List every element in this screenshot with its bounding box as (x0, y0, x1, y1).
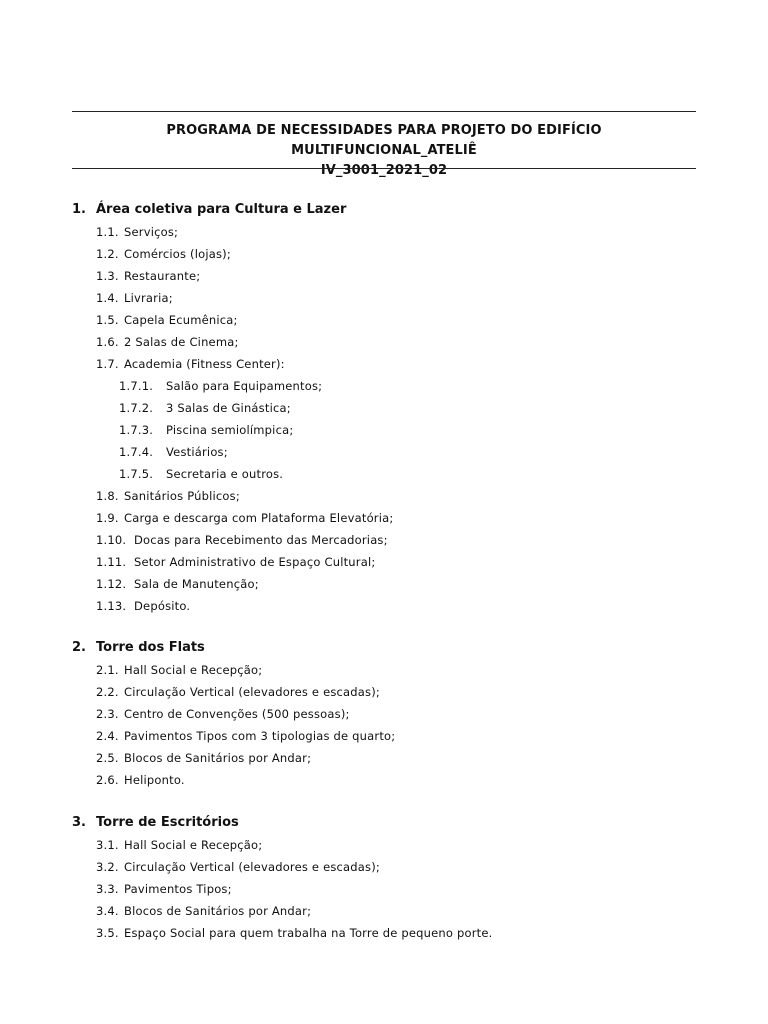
list-item (72, 703, 696, 725)
list-item (72, 309, 696, 331)
list-item (72, 353, 696, 375)
list-item (72, 659, 696, 681)
bottom-rule (72, 168, 696, 169)
list-item (72, 331, 696, 353)
item-number: 1.6. (96, 335, 119, 349)
section-heading (72, 637, 696, 659)
item-text: Capela Ecumênica; (124, 313, 238, 327)
item-number: 2.2. (96, 685, 119, 699)
list-item (72, 573, 696, 595)
list-item (72, 922, 696, 944)
item-number: 1.10. (96, 533, 127, 547)
section-torre-escritorios (72, 812, 696, 944)
list-item (72, 243, 696, 265)
item-number: 2.1. (96, 663, 119, 677)
item-number: 3.5. (96, 926, 119, 940)
list-item (72, 747, 696, 769)
section-number: 2. (72, 640, 86, 655)
document-title (72, 121, 696, 181)
item-text: Secretaria e outros. (166, 467, 284, 481)
list-item (72, 221, 696, 243)
item-number: 1.3. (96, 269, 119, 283)
item-number: 1.1. (96, 225, 119, 239)
item-text: 3 Salas de Ginástica; (166, 401, 291, 415)
item-text: Centro de Convenções (500 pessoas); (124, 707, 350, 721)
item-text: Depósito. (134, 599, 191, 613)
section-title: Torre dos Flats (96, 640, 205, 655)
item-text: Docas para Recebimento das Mercadorias; (134, 533, 388, 547)
list-item (72, 551, 696, 573)
item-number: 1.12. (96, 577, 127, 591)
list-item (72, 834, 696, 856)
item-text: Sanitários Públicos; (124, 489, 240, 503)
item-number: 1.7. (96, 357, 119, 371)
item-number: 3.4. (96, 904, 119, 918)
item-text: Hall Social e Recepção; (124, 663, 263, 677)
section-heading (72, 199, 696, 221)
item-number: 1.5. (96, 313, 119, 327)
section-number: 3. (72, 815, 86, 830)
list-item (72, 485, 696, 507)
item-text: 2 Salas de Cinema; (124, 335, 239, 349)
item-text: Restaurante; (124, 269, 201, 283)
item-text: Circulação Vertical (elevadores e escadas); (124, 860, 381, 874)
item-text: Sala de Manutenção; (134, 577, 259, 591)
list-item (72, 595, 696, 617)
title-line-1: PROGRAMA DE NECESSIDADES PARA PROJETO DO EDIFÍCIO MULTIFUNCIONAL_ATELIÊ (166, 123, 602, 158)
list-item (72, 287, 696, 309)
section-heading (72, 812, 696, 834)
item-number: 1.9. (96, 511, 119, 525)
top-rule (72, 111, 696, 112)
item-text: Espaço Social para quem trabalha na Torre de pequeno porte. (124, 926, 493, 940)
item-text: Blocos de Sanitários por Andar; (124, 751, 312, 765)
list-item (72, 856, 696, 878)
item-text: Heliponto. (124, 773, 185, 787)
sub-list-item (72, 441, 696, 463)
sub-list-item (72, 375, 696, 397)
item-number: 1.11. (96, 555, 127, 569)
item-text: Blocos de Sanitários por Andar; (124, 904, 312, 918)
item-text: Setor Administrativo de Espaço Cultural; (134, 555, 376, 569)
item-number: 1.7.3. (119, 423, 154, 437)
item-number: 1.7.1. (119, 379, 154, 393)
section-area-coletiva (72, 199, 696, 617)
list-item (72, 769, 696, 791)
item-number: 2.4. (96, 729, 119, 743)
item-number: 1.7.5. (119, 467, 154, 481)
item-number: 1.7.2. (119, 401, 154, 415)
item-number: 1.2. (96, 247, 119, 261)
item-number: 3.1. (96, 838, 119, 852)
item-number: 1.4. (96, 291, 119, 305)
item-number: 1.8. (96, 489, 119, 503)
item-text: Comércios (lojas); (124, 247, 231, 261)
list-item (72, 878, 696, 900)
sub-list-item (72, 463, 696, 485)
list-item (72, 725, 696, 747)
list-item (72, 529, 696, 551)
sub-list-item (72, 419, 696, 441)
item-text: Piscina semiolímpica; (166, 423, 294, 437)
list-item (72, 507, 696, 529)
section-number: 1. (72, 202, 86, 217)
item-number: 3.2. (96, 860, 119, 874)
item-text: Vestiários; (166, 445, 228, 459)
item-text: Academia (Fitness Center): (124, 357, 285, 371)
item-number: 1.7.4. (119, 445, 154, 459)
item-number: 2.6. (96, 773, 119, 787)
item-text: Pavimentos Tipos; (124, 882, 232, 896)
item-text: Salão para Equipamentos; (166, 379, 323, 393)
list-item (72, 265, 696, 287)
item-text: Hall Social e Recepção; (124, 838, 263, 852)
sub-list-item (72, 397, 696, 419)
item-text: Pavimentos Tipos com 3 tipologias de quarto; (124, 729, 396, 743)
list-item (72, 681, 696, 703)
item-number: 1.13. (96, 599, 127, 613)
item-number: 2.3. (96, 707, 119, 721)
title-line-2: IV_3001_2021_02 (320, 163, 448, 178)
list-item (72, 900, 696, 922)
item-text: Livraria; (124, 291, 173, 305)
item-text: Carga e descarga com Plataforma Elevatória; (124, 511, 394, 525)
item-text: Circulação Vertical (elevadores e escadas); (124, 685, 381, 699)
section-torre-flats (72, 637, 696, 791)
section-title: Torre de Escritórios (96, 815, 239, 830)
item-number: 3.3. (96, 882, 119, 896)
section-title: Área coletiva para Cultura e Lazer (96, 202, 347, 217)
item-number: 2.5. (96, 751, 119, 765)
item-text: Serviços; (124, 225, 179, 239)
